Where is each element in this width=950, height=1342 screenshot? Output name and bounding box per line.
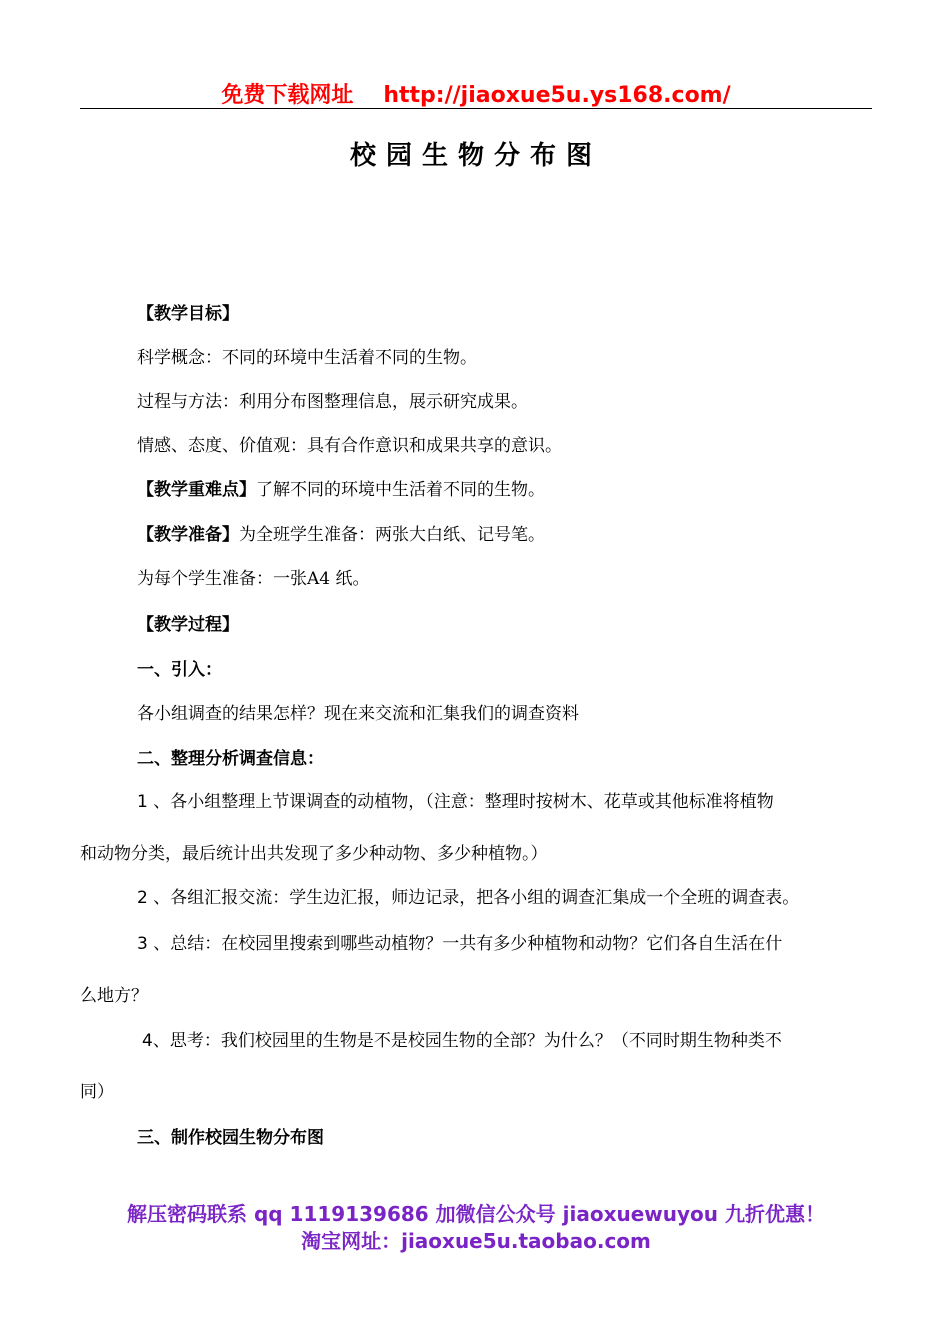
- step-3-number: 3: [137, 934, 154, 954]
- preparation-student-text: 为每个学生准备：一张A4 纸。: [137, 569, 370, 589]
- step-2-text: 、各组汇报交流：学生边汇报，师边记录，把各小组的调查汇集成一个全班的调查表。: [153, 888, 800, 908]
- step-4-text: 、思考：我们校园里的生物是不是校园生物的全部？为什么？（不同时期生物种类不: [152, 1031, 782, 1051]
- step-4: [142, 1026, 782, 1051]
- goals-heading: 【教学目标】: [137, 304, 239, 324]
- preparation-label: 【教学准备】: [137, 525, 239, 545]
- intro-text: 各小组调查的结果怎样？现在来交流和汇集我们的调查资料: [137, 704, 579, 724]
- header-label: 免费下载网址: [221, 83, 354, 108]
- key-points-label: 【教学重难点】: [137, 480, 256, 500]
- footer-contact: 解压密码联系 qq 1119139686 加微信公众号 jiaoxuewuyou 九折优惠！: [127, 1202, 825, 1226]
- download-header: [80, 78, 872, 109]
- step-1-continuation: 和动物分类，最后统计出共发现了多少种动物、多少种植物。）: [80, 844, 548, 864]
- key-points-text: 了解不同的环境中生活着不同的生物。: [256, 480, 545, 500]
- step-2: [137, 883, 799, 908]
- analysis-heading: 二、整理分析调查信息：: [137, 749, 324, 769]
- header-divider: [80, 108, 872, 109]
- intro-heading: 一、引入：: [137, 660, 222, 680]
- header-url-link[interactable]: http://jiaoxue5u.ys168.com/: [383, 83, 731, 108]
- footer-shop-link[interactable]: 淘宝网址：jiaoxue5u.taobao.com: [301, 1229, 651, 1253]
- step-4-continuation: 同）: [80, 1082, 114, 1102]
- step-2-number: 2: [137, 888, 154, 908]
- step-3-text: 、总结：在校园里搜索到哪些动植物？一共有多少种植物和动物？它们各自生活在什: [153, 934, 783, 954]
- key-points: [137, 475, 545, 500]
- goal-method: 过程与方法：利用分布图整理信息，展示研究成果。: [137, 392, 528, 412]
- preparation: [137, 520, 545, 545]
- step-4-number: 4: [142, 1031, 153, 1051]
- step-1: [137, 787, 774, 812]
- step-3-continuation: 么地方？: [80, 986, 148, 1006]
- process-heading: 【教学过程】: [137, 615, 239, 635]
- step-1-number: 1: [137, 792, 154, 812]
- preparation-class-text: 为全班学生准备：两张大白纸、记号笔。: [239, 525, 545, 545]
- goal-concept: 科学概念：不同的环境中生活着不同的生物。: [137, 348, 477, 368]
- page-title: 校园生物分布图: [349, 141, 602, 171]
- step-3: [137, 929, 782, 954]
- goal-attitude: 情感、态度、价值观：具有合作意识和成果共享的意识。: [137, 436, 562, 456]
- map-heading: 三、制作校园生物分布图: [137, 1128, 324, 1148]
- step-1-text: 、各小组整理上节课调查的动植物，（注意：整理时按树木、花草或其他标准将植物: [153, 792, 774, 812]
